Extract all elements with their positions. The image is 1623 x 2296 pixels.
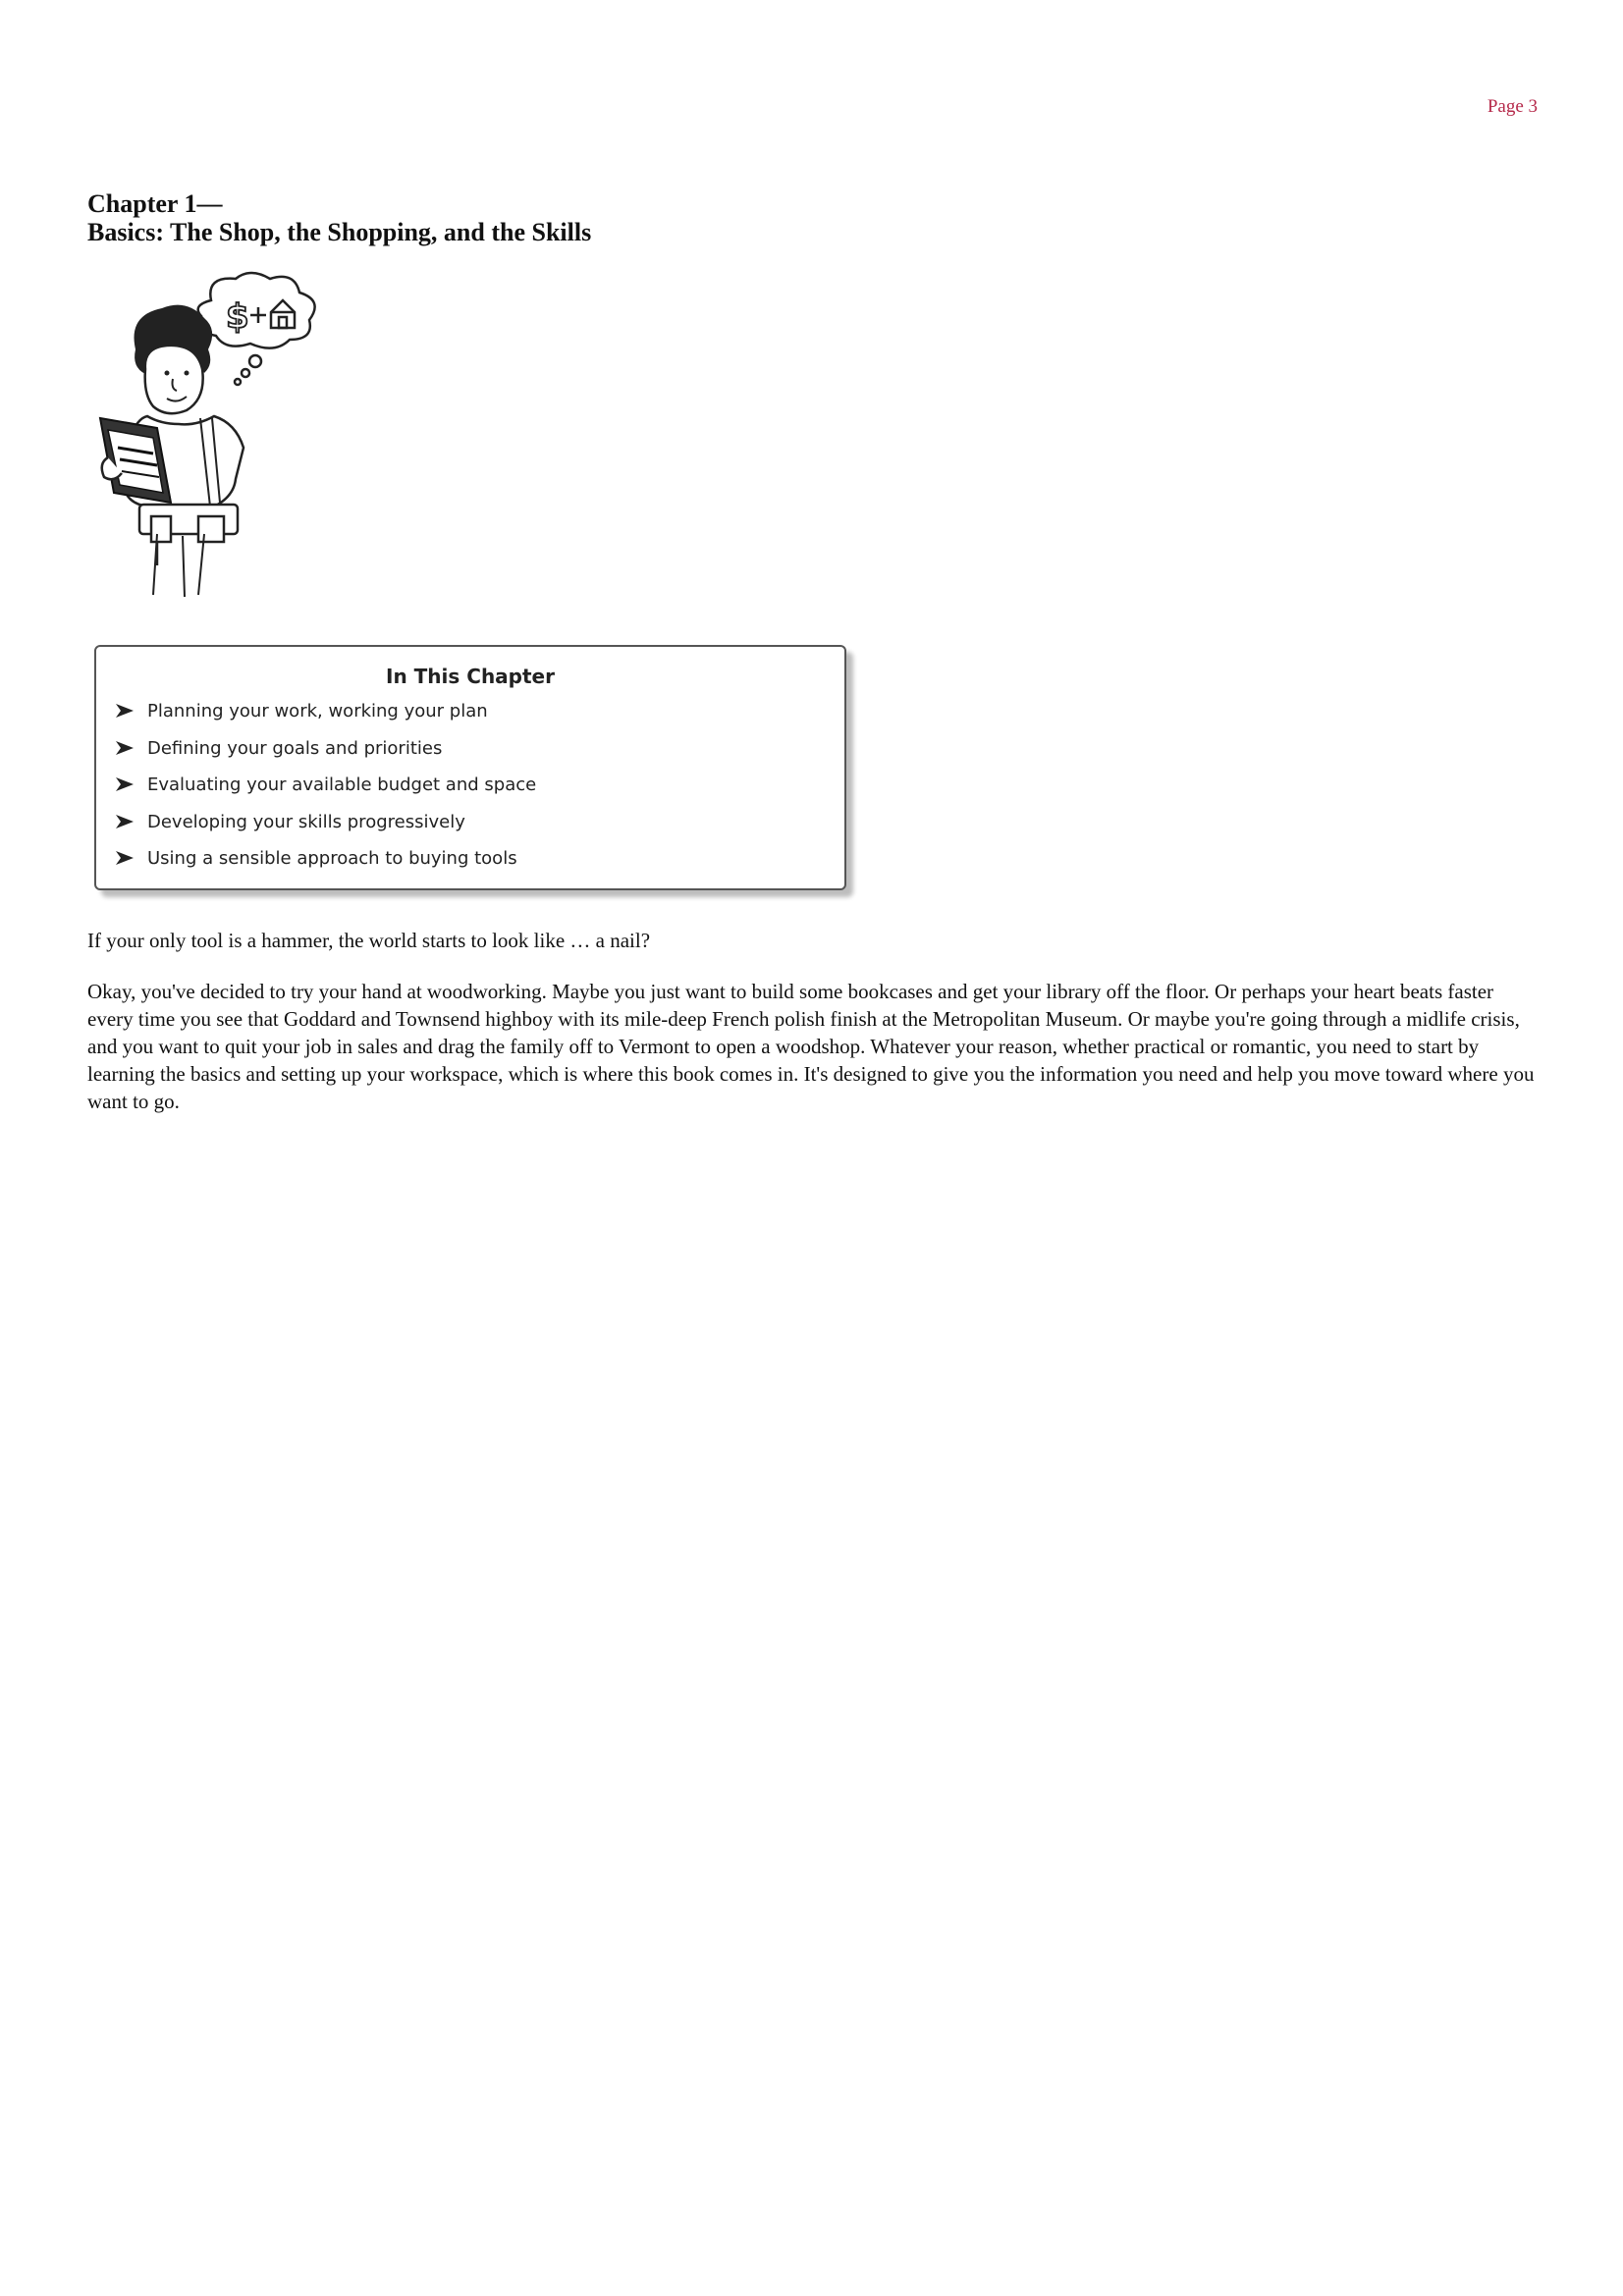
thought-bubble [198, 273, 315, 385]
arrow-bullet-icon [116, 777, 134, 791]
face [145, 346, 203, 413]
in-this-chapter-list [116, 701, 536, 885]
list-item [116, 738, 536, 775]
list-item-text: Using a sensible approach to buying tools [147, 848, 517, 869]
chapter-number: Chapter 1— [87, 189, 223, 218]
list-item-text: Evaluating your available budget and space [147, 774, 537, 795]
list-item-text: Developing your skills progressively [147, 811, 465, 832]
in-this-chapter-box [94, 645, 846, 890]
svg-text:$: $ [226, 297, 249, 337]
page-number: Page 3 [1487, 96, 1538, 117]
epigraph-paragraph: If your only tool is a hammer, the world starts to look like … a nail? [87, 929, 651, 952]
arrow-bullet-icon [116, 851, 134, 865]
list-item [116, 701, 536, 738]
intro-paragraph: Okay, you've decided to try your hand at woodworking. Maybe you just want to build some bookcases and get your library off the floor. Or perhaps your heart beats faster every time you see that Goddard and Townsend highboy with its mile-deep French polish finish at the Metropolitan Museum. Or maybe you're going through a midlife crisis, and you want to quit your job in sales and drag the family off to Vermont to open a woodshop. Whatever your reason, whether practical or romantic, you need to start by learning the basics and setting up your workspace, which is where this book comes in. It's designed to give you the information you need and help you move toward where you want to go. [87, 980, 1535, 1113]
in-this-chapter-title: In This Chapter [386, 665, 555, 688]
list-item [116, 848, 536, 885]
tool-belt [139, 505, 238, 565]
chapter-name: Basics: The Shop, the Shopping, and the Skills [87, 218, 592, 246]
arrow-bullet-icon [116, 704, 134, 718]
list-item-text: Planning your work, working your plan [147, 701, 488, 721]
list-item-text: Defining your goals and priorities [147, 737, 443, 759]
arrow-bullet-icon [116, 741, 134, 755]
list-item [116, 812, 536, 849]
woodworker-illustration [88, 271, 358, 605]
arrow-bullet-icon [116, 815, 134, 828]
list-item [116, 774, 536, 812]
chapter-title [87, 189, 591, 246]
